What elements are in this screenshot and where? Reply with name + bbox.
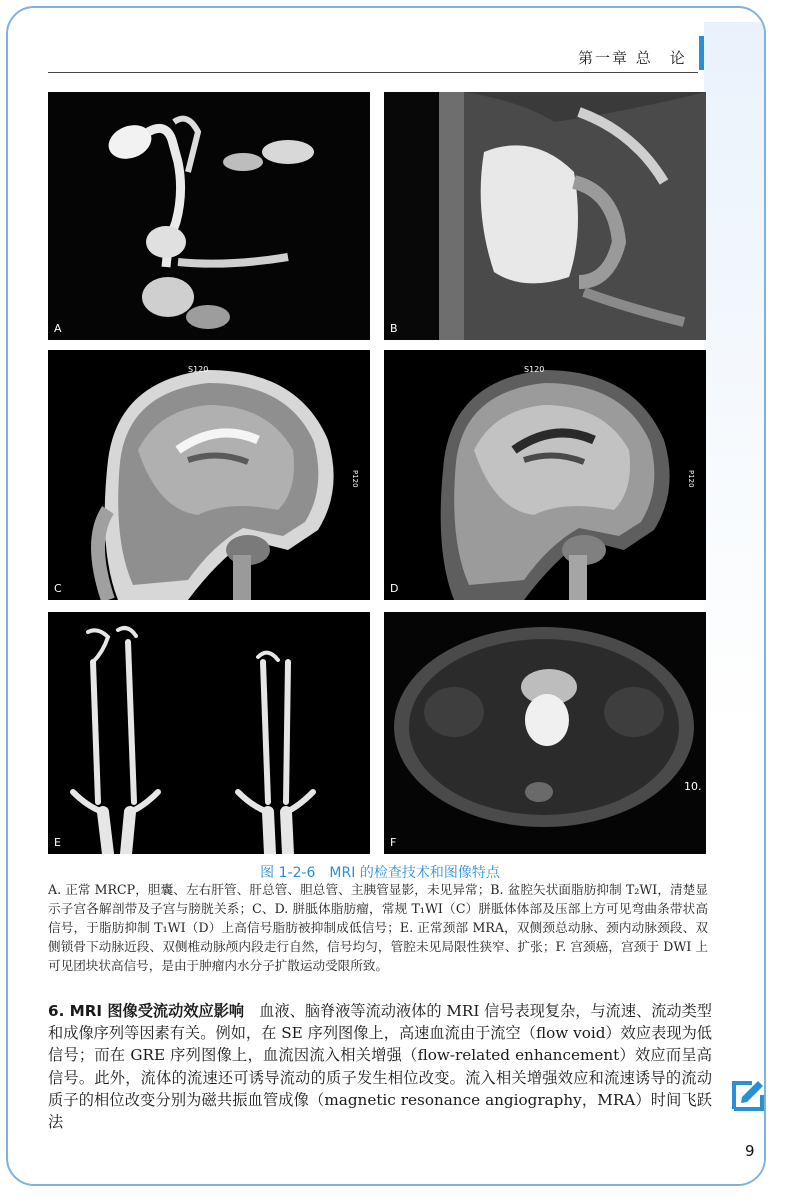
section-heading: 6. MRI 图像受流动效应影响: [48, 1002, 245, 1020]
brain-t1wi-image: [48, 350, 370, 600]
page-number: 9: [745, 1142, 755, 1160]
d-side-label: P120: [687, 470, 695, 488]
header-accent-bar: [699, 36, 704, 70]
figure-panel-b: [384, 92, 706, 340]
pelvis-dwi-image: [384, 612, 706, 854]
panel-label-b: B: [390, 322, 398, 335]
figure-panel-a: [48, 92, 370, 340]
c-side-label: P120: [351, 470, 359, 488]
d-top-label: S120: [524, 365, 545, 374]
figure-panel-f: [384, 612, 706, 854]
figure-caption-body: A. 正常 MRCP，胆囊、左右肝管、肝总管、胆总管、主胰管显影，未见异常；B. 盆腔矢状面脂肪抑制 T₂WI，清楚显示子宫各解剖带及子宫与膀胱关系；C、D. 胼胝体脂肪瘤，常规 T₁WI（C）胼胝体体部及压部上方可见弯曲条带状高信号，于脂肪抑制 T₁WI（D）上高信号脂肪被抑制成低信号；E. 正常颈部 MRA，双侧颈总动脉、颈内动脉颈段、双侧锁骨下动脉近段、双侧椎动脉颅内段走行自然，信号均匀，管腔未见局限性狭窄、扩张；F. 宫颈癌，宫颈于 DWI 上可见团块状高信号，是由于肿瘤内水分子扩散运动受限所致。: [48, 882, 708, 973]
notes-icon[interactable]: [728, 1075, 768, 1115]
panel-label-d: D: [390, 582, 399, 595]
c-top-label: S120: [188, 365, 209, 374]
header-rule: [48, 72, 698, 73]
body-paragraph: [48, 1000, 712, 1133]
body-text: 血液、脑脊液等流动液体的 MRI 信号表现复杂，与流速、流动类型和成像序列等因素有关。例如，在 SE 序列图像上，高速血流由于流空（flow void）效应表现为低信号；而在 GRE 序列图像上，血流因流入相关增强（flow-related enhancement）效应而呈高信号。此外，流体的流速还可诱导流动的质子发生相位改变。流入相关增强效应和流速诱导的流动质子的相位改变分别为磁共振血管成像（magnetic resonance angiography，MRA）时间飞跃法: [48, 1002, 712, 1132]
mrcp-image: [48, 92, 370, 340]
pelvis-sagittal-image: [384, 92, 706, 340]
figure-panel-d: [384, 350, 706, 600]
panel-label-c: C: [54, 582, 62, 595]
brain-fs-t1wi-image: [384, 350, 706, 600]
neck-mra-image: [48, 612, 370, 854]
chapter-header: 第一章 总 论: [578, 49, 687, 67]
side-strip: [704, 22, 764, 1186]
panel-label-e: E: [54, 836, 61, 849]
f-side-label: 10.: [684, 780, 702, 793]
panel-label-f: F: [390, 836, 397, 849]
figure-panel-e: [48, 612, 370, 854]
figure-caption-title: 图 1-2-6 MRI 的检查技术和图像特点: [260, 865, 500, 881]
figure-panel-c: [48, 350, 370, 600]
panel-label-a: A: [54, 322, 62, 335]
